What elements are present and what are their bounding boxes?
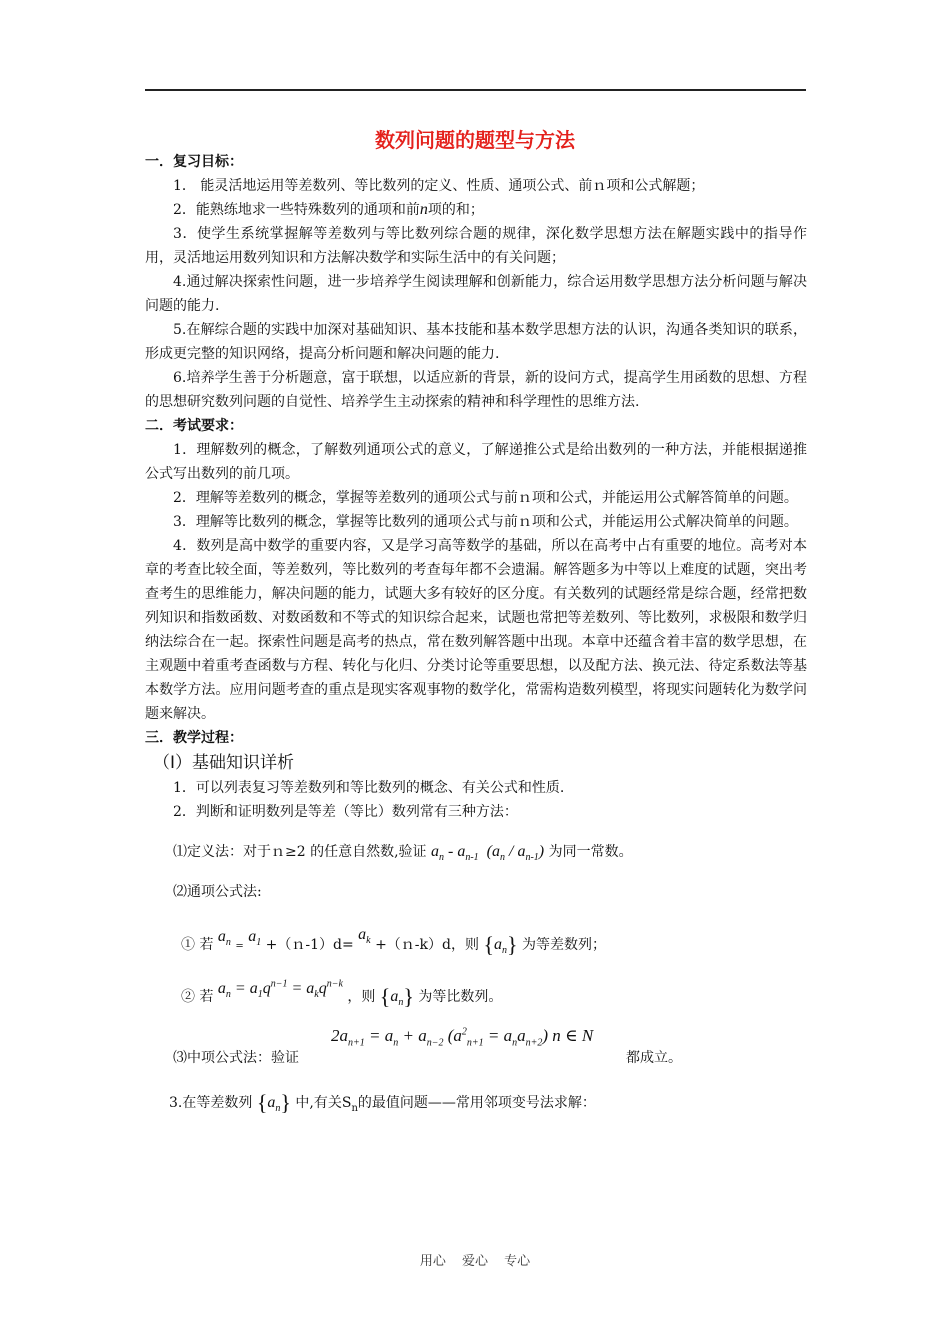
page-footer — [0, 1250, 950, 1269]
definition-method: ⑴定义法：对于ｎ≥2 的任意自然数,验证 $a_n - a_{n-1}$ $(a_n / a_{n-1})$ 为同一常数。 — [173, 843, 633, 864]
goal-item: 5.在解综合题的实践中加深对基础知识、基本技能和基本数学思想方法的认识，沟通各类知识的联系，形成更完整的知识网络，提高分析问题和解决问题的能力. — [145, 322, 807, 362]
process-item: 1．可以列表复习等差数列和等比数列的概念、有关公式和性质. — [173, 780, 565, 796]
goal-item: 6.培养学生善于分析题意，富于联想，以适应新的背景，新的设问方式，提高学生用函数的思想、方程的思想研究数列问题的自觉性、培养学生主动探索的精神和科学理性的思维方法. — [145, 370, 807, 410]
general-term-label: ⑵通项公式法: — [173, 884, 262, 900]
formula-sequence: $\{a_n\}$ — [483, 932, 518, 957]
exam-item: 4．数列是高中数学的重要内容，又是学习高等数学的基础，所以在高考中占有重要的地位。高考对本章的考查比较全面，等差数列，等比数列的考查每年都不会遗漏。解答题多为中等以上难度的试题，突出考查考生的思维能力，解决问题的能力，试题大多有较好的区分度。有关数列的试题经常是综合题，经常把数列知识和指数函数、对数函数和不等式的知识综合起来，试题也常把等差数列、等比数列，求极限和数学归纳法综合在一起。探索性问题是高考的热点，常在数列解答题中出现。本章中还蕴含着丰富的数学思想，在主观题中着重考查函数与方程、转化与化归、分类讨论等重要思想，以及配方法、换元法、待定系数法等基本数学方法。应用问题考查的重点是现实客观事物的数学化，常需构造数列模型，将现实问题转化为数学问题来解决。 — [145, 538, 807, 722]
formula-geometric: $a_n = a_1q^{n-1} = a_kq^{n-k}$ — [217, 978, 343, 1001]
footer-word: 专心 — [504, 1254, 531, 1269]
formula-sequence: $\{a_n\}$ — [256, 1090, 291, 1115]
middle-term-method: ⑶中项公式法：验证 $2a_{n+1} = a_n + a_{n-2}$ $(a^2_{n+1} = a_na_{n+2})$ n ∈ N 都成立。 — [173, 1026, 682, 1066]
formula-sequence: $\{a_n\}$ — [379, 984, 414, 1009]
process-item-3: 3.在等差数列 $\{a_n\}$ 中,有关$S_n$的最值问题——常用邻项变号法求解： — [169, 1090, 596, 1115]
section-heading-goals: 一．复习目标： — [145, 154, 243, 170]
footer-word: 爱心 — [461, 1254, 488, 1269]
math-n: n — [419, 201, 428, 218]
section-heading-process: 三．教学过程： — [145, 730, 243, 746]
subsection-heading: （Ⅰ）基础知识详析 — [153, 753, 295, 773]
header-rule — [145, 89, 806, 91]
document-body — [145, 150, 807, 1118]
formula-difference: $a_n - a_{n-1}$ $(a_n / a_{n-1})$ — [431, 843, 545, 864]
goal-item: 2．能熟练地求一些特殊数列的通项和前n项的和； — [173, 201, 484, 218]
document-title: 数列问题的题型与方法 — [375, 128, 575, 152]
condition-geometric: ② 若 $a_n = a_1q^{n-1} = a_kq^{n-k}$ ，则 $\{a_n\}$ 为等比数列。 — [181, 978, 503, 1009]
goal-item: 4.通过解决探索性问题，进一步培养学生阅读理解和创新能力，综合运用数学思想方法分析问题与解决问题的能力. — [145, 274, 807, 314]
process-item: 2．判断和证明数列是等差（等比）数列常有三种方法： — [173, 804, 518, 820]
exam-item: 1．理解数列的概念，了解数列通项公式的意义，了解递推公式是给出数列的一种方法，并能根据递推公式写出数列的前几项。 — [145, 442, 807, 482]
footer-word: 用心 — [419, 1254, 446, 1269]
exam-item: 2．理解等差数列的概念，掌握等差数列的通项公式与前ｎ项和公式，并能运用公式解答简单的问题。 — [173, 490, 798, 506]
condition-arithmetic: ① 若 $a_n = a_1$ +（ｎ-1）d= $a_k$ +（ｎ-k）d，则 $\{a_n\}$ 为等差数列； — [181, 926, 607, 957]
formula-middle: $2a_{n+1} = a_n + a_{n-2}$ $(a^2_{n+1} = a_na_{n+2})$ n ∈ N — [331, 1026, 594, 1049]
goal-item: 3．使学生系统掌握解等差数列与等比数列综合题的规律，深化数学思想方法在解题实践中的指导作用，灵活地运用数列知识和方法解决数学和实际生活中的有关问题； — [145, 226, 807, 266]
formula-ak: $a_k$ — [358, 926, 371, 947]
section-heading-exam: 二．考试要求： — [145, 418, 243, 434]
formula-a1: $a_1$ — [248, 928, 262, 949]
goal-item: 1． 能灵活地运用等差数列、等比数列的定义、性质、通项公式、前ｎ项和公式解题； — [173, 178, 705, 194]
formula-an: $a_n$ — [217, 928, 231, 949]
exam-item: 3．理解等比数列的概念，掌握等比数列的通项公式与前ｎ项和公式，并能运用公式解决简单的问题。 — [173, 514, 798, 530]
